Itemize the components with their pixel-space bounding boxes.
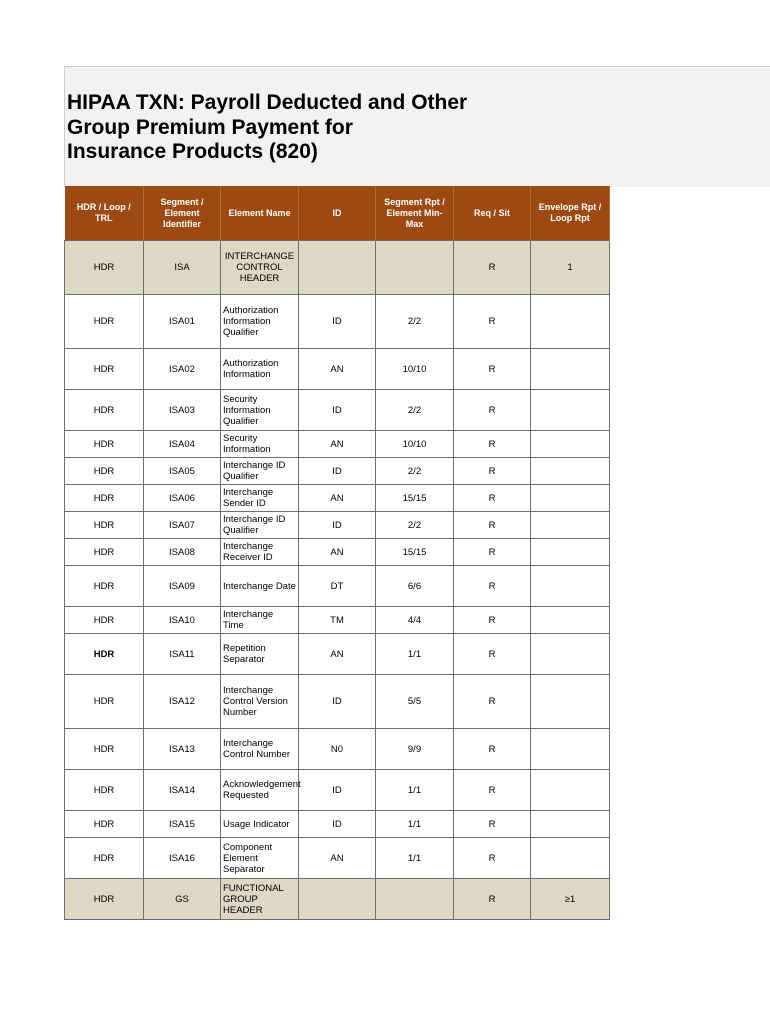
cell-segment: ISA06 — [144, 485, 221, 512]
cell-segment: ISA14 — [144, 770, 221, 811]
cell-envelope-rpt — [531, 811, 610, 838]
cell-element-name: Interchange Time — [221, 607, 299, 634]
cell-loop: HDR — [65, 634, 144, 675]
cell-id: ID — [299, 295, 376, 349]
cell-envelope-rpt: 1 — [531, 241, 610, 295]
cell-segment-rpt: 6/6 — [376, 566, 454, 607]
table-row — [65, 729, 610, 770]
cell-req-sit: R — [454, 566, 531, 607]
cell-loop: HDR — [65, 770, 144, 811]
cell-segment-rpt: 15/15 — [376, 539, 454, 566]
cell-element-name: INTERCHANGE CONTROL HEADER — [221, 241, 299, 295]
cell-segment-rpt: 2/2 — [376, 458, 454, 485]
cell-envelope-rpt — [531, 458, 610, 485]
table-row — [65, 675, 610, 729]
cell-segment-rpt: 1/1 — [376, 770, 454, 811]
cell-loop: HDR — [65, 675, 144, 729]
cell-loop: HDR — [65, 729, 144, 770]
cell-req-sit: R — [454, 431, 531, 458]
title-band — [64, 66, 770, 187]
cell-element-name: Interchange Control Version Number — [221, 675, 299, 729]
cell-envelope-rpt — [531, 675, 610, 729]
cell-element-name: Security Information Qualifier — [221, 390, 299, 431]
cell-id: ID — [299, 811, 376, 838]
table-row — [65, 390, 610, 431]
cell-element-name: Usage Indicator — [221, 811, 299, 838]
cell-req-sit: R — [454, 879, 531, 920]
cell-segment-rpt: 4/4 — [376, 607, 454, 634]
cell-id: DT — [299, 566, 376, 607]
cell-element-name: FUNCTIONAL GROUP HEADER — [221, 879, 299, 920]
table-row — [65, 349, 610, 390]
header-segment-rpt: Segment Rpt / Element Min-Max — [376, 186, 454, 241]
cell-envelope-rpt — [531, 431, 610, 458]
cell-loop: HDR — [65, 349, 144, 390]
cell-element-name: Interchange ID Qualifier — [221, 458, 299, 485]
cell-id: ID — [299, 458, 376, 485]
cell-segment-rpt: 2/2 — [376, 390, 454, 431]
cell-segment: ISA04 — [144, 431, 221, 458]
cell-segment: ISA10 — [144, 607, 221, 634]
cell-id: AN — [299, 539, 376, 566]
header-element-name: Element Name — [221, 186, 299, 241]
table-row — [65, 458, 610, 485]
cell-loop: HDR — [65, 607, 144, 634]
cell-req-sit: R — [454, 770, 531, 811]
cell-segment: ISA09 — [144, 566, 221, 607]
cell-segment: ISA07 — [144, 512, 221, 539]
cell-segment-rpt — [376, 241, 454, 295]
cell-req-sit: R — [454, 485, 531, 512]
cell-loop: HDR — [65, 431, 144, 458]
cell-req-sit: R — [454, 349, 531, 390]
table-row — [65, 485, 610, 512]
cell-loop: HDR — [65, 241, 144, 295]
cell-segment-rpt: 10/10 — [376, 431, 454, 458]
cell-loop: HDR — [65, 512, 144, 539]
cell-req-sit: R — [454, 241, 531, 295]
cell-envelope-rpt — [531, 838, 610, 879]
cell-envelope-rpt — [531, 607, 610, 634]
cell-id: AN — [299, 431, 376, 458]
cell-envelope-rpt — [531, 729, 610, 770]
cell-envelope-rpt — [531, 634, 610, 675]
cell-req-sit: R — [454, 811, 531, 838]
cell-id: N0 — [299, 729, 376, 770]
table-row — [65, 838, 610, 879]
table-row — [65, 770, 610, 811]
cell-loop: HDR — [65, 838, 144, 879]
cell-segment-rpt: 2/2 — [376, 295, 454, 349]
cell-req-sit: R — [454, 634, 531, 675]
cell-loop: HDR — [65, 485, 144, 512]
cell-segment-rpt: 10/10 — [376, 349, 454, 390]
table-row — [65, 879, 610, 920]
cell-segment-rpt: 2/2 — [376, 512, 454, 539]
cell-id: TM — [299, 607, 376, 634]
table-header-row — [65, 186, 610, 241]
cell-envelope-rpt — [531, 566, 610, 607]
cell-element-name: Authorization Information Qualifier — [221, 295, 299, 349]
table-row — [65, 539, 610, 566]
cell-segment-rpt: 1/1 — [376, 838, 454, 879]
cell-id: AN — [299, 838, 376, 879]
table-row — [65, 241, 610, 295]
cell-segment: GS — [144, 879, 221, 920]
cell-id: ID — [299, 390, 376, 431]
cell-element-name: Component Element Separator — [221, 838, 299, 879]
transaction-spec-table — [64, 186, 610, 920]
cell-segment: ISA12 — [144, 675, 221, 729]
header-envelope-rpt: Envelope Rpt / Loop Rpt — [531, 186, 610, 241]
cell-req-sit: R — [454, 729, 531, 770]
cell-id: ID — [299, 512, 376, 539]
cell-element-name: Acknowledgement Requested — [221, 770, 299, 811]
cell-id: AN — [299, 485, 376, 512]
cell-req-sit: R — [454, 539, 531, 566]
cell-envelope-rpt — [531, 349, 610, 390]
cell-envelope-rpt: ≥1 — [531, 879, 610, 920]
cell-req-sit: R — [454, 390, 531, 431]
cell-id — [299, 879, 376, 920]
cell-segment: ISA — [144, 241, 221, 295]
cell-envelope-rpt — [531, 485, 610, 512]
cell-segment: ISA08 — [144, 539, 221, 566]
cell-segment: ISA16 — [144, 838, 221, 879]
cell-id: AN — [299, 349, 376, 390]
cell-element-name: Authorization Information — [221, 349, 299, 390]
table-row — [65, 431, 610, 458]
header-loop: HDR / Loop / TRL — [65, 186, 144, 241]
table-row — [65, 634, 610, 675]
cell-envelope-rpt — [531, 390, 610, 431]
cell-element-name: Interchange ID Qualifier — [221, 512, 299, 539]
cell-loop: HDR — [65, 811, 144, 838]
cell-envelope-rpt — [531, 512, 610, 539]
header-req-sit: Req / Sit — [454, 186, 531, 241]
cell-req-sit: R — [454, 607, 531, 634]
header-segment: Segment / Element Identifier — [144, 186, 221, 241]
cell-segment-rpt: 9/9 — [376, 729, 454, 770]
cell-segment-rpt: 15/15 — [376, 485, 454, 512]
cell-id: AN — [299, 634, 376, 675]
table-row — [65, 811, 610, 838]
table-row — [65, 295, 610, 349]
page-title: HIPAA TXN: Payroll Deducted and Other Group Premium Payment for Insurance Products (820) — [67, 91, 468, 163]
cell-req-sit: R — [454, 458, 531, 485]
cell-element-name: Repetition Separator — [221, 634, 299, 675]
cell-loop: HDR — [65, 539, 144, 566]
cell-segment-rpt: 1/1 — [376, 811, 454, 838]
cell-segment: ISA11 — [144, 634, 221, 675]
cell-id: ID — [299, 675, 376, 729]
cell-envelope-rpt — [531, 539, 610, 566]
cell-segment-rpt — [376, 879, 454, 920]
cell-loop: HDR — [65, 295, 144, 349]
cell-loop: HDR — [65, 566, 144, 607]
cell-loop: HDR — [65, 390, 144, 431]
cell-segment-rpt: 1/1 — [376, 634, 454, 675]
cell-segment: ISA03 — [144, 390, 221, 431]
cell-element-name: Interchange Control Number — [221, 729, 299, 770]
cell-loop: HDR — [65, 458, 144, 485]
header-id: ID — [299, 186, 376, 241]
cell-segment: ISA01 — [144, 295, 221, 349]
cell-element-name: Interchange Date — [221, 566, 299, 607]
cell-envelope-rpt — [531, 295, 610, 349]
cell-loop: HDR — [65, 879, 144, 920]
cell-req-sit: R — [454, 675, 531, 729]
cell-segment: ISA05 — [144, 458, 221, 485]
cell-element-name: Security Information — [221, 431, 299, 458]
cell-req-sit: R — [454, 295, 531, 349]
cell-req-sit: R — [454, 512, 531, 539]
cell-segment-rpt: 5/5 — [376, 675, 454, 729]
table-row — [65, 512, 610, 539]
cell-element-name: Interchange Sender ID — [221, 485, 299, 512]
cell-segment: ISA13 — [144, 729, 221, 770]
table-row — [65, 566, 610, 607]
cell-id: ID — [299, 770, 376, 811]
table-row — [65, 607, 610, 634]
cell-element-name: Interchange Receiver ID — [221, 539, 299, 566]
cell-req-sit: R — [454, 838, 531, 879]
cell-segment: ISA02 — [144, 349, 221, 390]
cell-id — [299, 241, 376, 295]
cell-envelope-rpt — [531, 770, 610, 811]
cell-segment: ISA15 — [144, 811, 221, 838]
